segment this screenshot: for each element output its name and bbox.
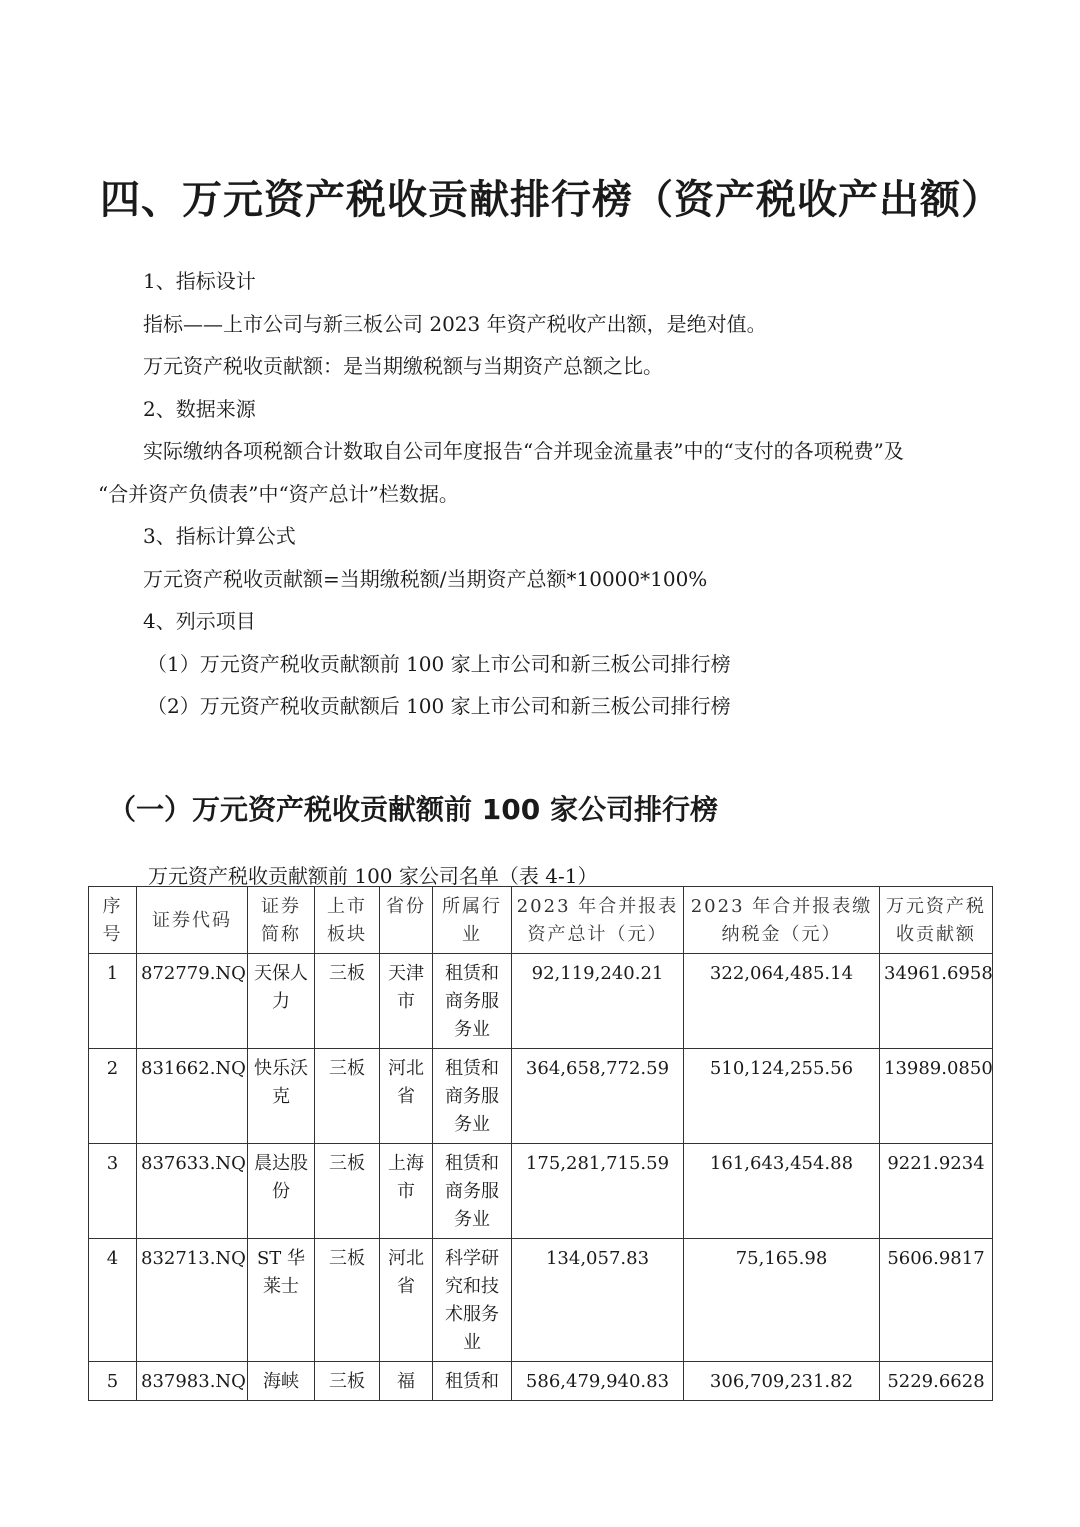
- table-row: [89, 1239, 993, 1362]
- cell-code: 837633.NQ: [137, 1144, 248, 1239]
- cell-code: 837983.NQ: [137, 1362, 248, 1401]
- cell-board: 三板: [315, 1049, 380, 1144]
- table-row: [89, 1144, 993, 1239]
- table-header-row: [89, 887, 993, 954]
- section-title: （一）万元资产税收贡献额前 100 家公司排行榜: [108, 793, 718, 826]
- cell-province: 福: [380, 1362, 433, 1401]
- header-province: 省份: [380, 887, 433, 954]
- paragraph-indicator: 指标——上市公司与新三板公司 2023 年资产税收产出额，是绝对值。: [143, 312, 767, 336]
- cell-tax-contribution: 13989.0850: [880, 1049, 993, 1144]
- header-total-assets: 2023 年合并报表资产总计（元）: [512, 887, 684, 954]
- cell-code: 831662.NQ: [137, 1049, 248, 1144]
- cell-code: 872779.NQ: [137, 954, 248, 1049]
- page-title: 四、万元资产税收贡献排行榜（资产税收产出额）: [100, 177, 1002, 223]
- header-board: 上市板块: [315, 887, 380, 954]
- cell-name: 海峡: [248, 1362, 315, 1401]
- cell-total-assets: 586,479,940.83: [512, 1362, 684, 1401]
- cell-taxes-paid: 510,124,255.56: [684, 1049, 880, 1144]
- table-row: [89, 1362, 993, 1401]
- cell-taxes-paid: 161,643,454.88: [684, 1144, 880, 1239]
- cell-industry: 租赁和商务服务业: [433, 1144, 512, 1239]
- cell-board: 三板: [315, 1362, 380, 1401]
- cell-rank: 2: [89, 1049, 137, 1144]
- cell-province: 河北省: [380, 1239, 433, 1362]
- ranking-table: [88, 886, 993, 1401]
- table-row: [89, 954, 993, 1049]
- header-taxes-paid: 2023 年合并报表缴纳税金（元）: [684, 887, 880, 954]
- list-item-top100: （1）万元资产税收贡献额前 100 家上市公司和新三板公司排行榜: [147, 652, 731, 676]
- cell-tax-contribution: 34961.6958: [880, 954, 993, 1049]
- cell-name: 天保人力: [248, 954, 315, 1049]
- paragraph-data-source-line1: 实际缴纳各项税额合计数取自公司年度报告“合并现金流量表”中的“支付的各项税费”及: [143, 439, 904, 463]
- cell-taxes-paid: 75,165.98: [684, 1239, 880, 1362]
- cell-province: 河北省: [380, 1049, 433, 1144]
- cell-total-assets: 134,057.83: [512, 1239, 684, 1362]
- cell-taxes-paid: 306,709,231.82: [684, 1362, 880, 1401]
- cell-rank: 4: [89, 1239, 137, 1362]
- cell-taxes-paid: 322,064,485.14: [684, 954, 880, 1049]
- header-rank: 序号: [89, 887, 137, 954]
- heading-list-items: 4、列示项目: [143, 609, 256, 633]
- cell-name: 晨达股份: [248, 1144, 315, 1239]
- cell-tax-contribution: 5606.9817: [880, 1239, 993, 1362]
- cell-industry: 科学研究和技术服务业: [433, 1239, 512, 1362]
- table-caption: 万元资产税收贡献额前 100 家公司名单（表 4-1）: [148, 864, 598, 888]
- header-name: 证券简称: [248, 887, 315, 954]
- paragraph-formula: 万元资产税收贡献额=当期缴税额/当期资产总额*10000*100%: [143, 567, 708, 591]
- cell-tax-contribution: 5229.6628: [880, 1362, 993, 1401]
- cell-board: 三板: [315, 954, 380, 1049]
- cell-board: 三板: [315, 1239, 380, 1362]
- cell-rank: 3: [89, 1144, 137, 1239]
- header-code: 证券代码: [137, 887, 248, 954]
- cell-industry: 租赁和: [433, 1362, 512, 1401]
- cell-rank: 1: [89, 954, 137, 1049]
- cell-province: 上海市: [380, 1144, 433, 1239]
- heading-data-source: 2、数据来源: [143, 397, 256, 421]
- paragraph-data-source-line2: “合并资产负债表”中“资产总计”栏数据。: [98, 482, 459, 506]
- cell-industry: 租赁和商务服务业: [433, 1049, 512, 1144]
- heading-formula: 3、指标计算公式: [143, 524, 296, 548]
- header-tax-contribution: 万元资产税收贡献额: [880, 887, 993, 954]
- cell-tax-contribution: 9221.9234: [880, 1144, 993, 1239]
- cell-rank: 5: [89, 1362, 137, 1401]
- header-industry: 所属行业: [433, 887, 512, 954]
- table-row: [89, 1049, 993, 1144]
- cell-total-assets: 175,281,715.59: [512, 1144, 684, 1239]
- cell-total-assets: 92,119,240.21: [512, 954, 684, 1049]
- cell-board: 三板: [315, 1144, 380, 1239]
- heading-indicator-design: 1、指标设计: [143, 269, 256, 293]
- cell-industry: 租赁和商务服务业: [433, 954, 512, 1049]
- paragraph-definition: 万元资产税收贡献额：是当期缴税额与当期资产总额之比。: [143, 354, 663, 378]
- cell-code: 832713.NQ: [137, 1239, 248, 1362]
- cell-total-assets: 364,658,772.59: [512, 1049, 684, 1144]
- cell-name: 快乐沃克: [248, 1049, 315, 1144]
- list-item-bottom100: （2）万元资产税收贡献额后 100 家上市公司和新三板公司排行榜: [147, 694, 731, 718]
- cell-province: 天津市: [380, 954, 433, 1049]
- cell-name: ST 华莱士: [248, 1239, 315, 1362]
